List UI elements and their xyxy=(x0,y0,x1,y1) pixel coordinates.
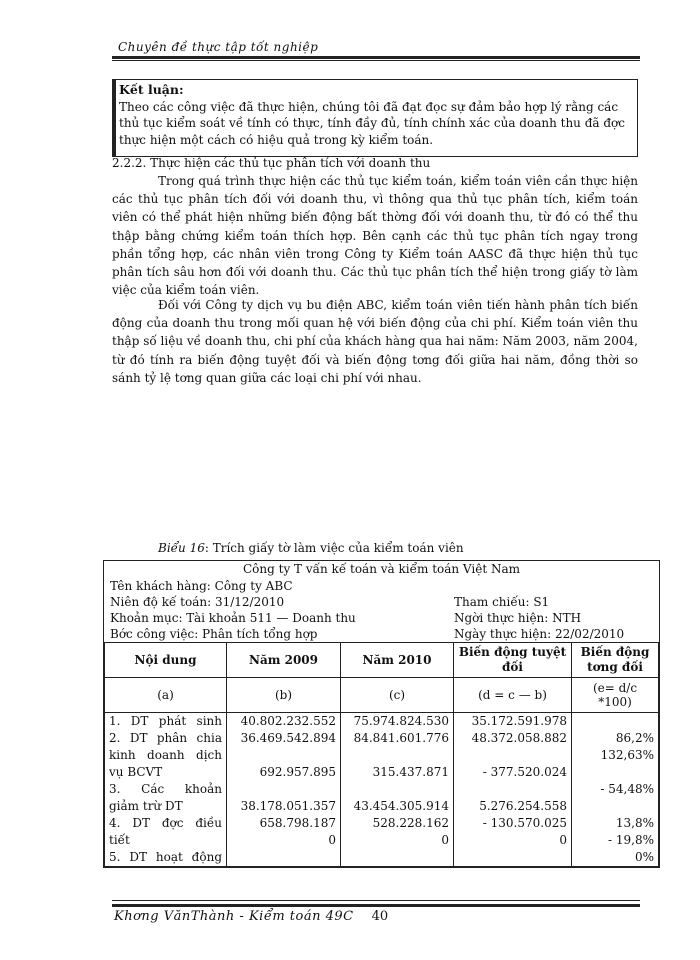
section-heading: 2.2.2. Thực hiện các thủ tục phân tích với doanh thu xyxy=(112,156,431,170)
header-rule-thick xyxy=(112,56,640,59)
code-e: (e= d/c *100) xyxy=(572,678,659,713)
value-cell: 658.798.187 xyxy=(259,816,336,830)
code-row xyxy=(105,678,659,713)
ws-performer: Ngời thực hiện: NTH xyxy=(454,611,582,625)
item-line: kinh doanh dịch xyxy=(109,748,222,762)
value-cell xyxy=(231,781,336,798)
table-caption xyxy=(158,541,464,555)
footer-rule-thin xyxy=(112,900,640,901)
header-row xyxy=(105,643,659,678)
value-cell: 315.437.871 xyxy=(372,765,449,779)
value-cell: 132,63% xyxy=(600,748,654,762)
code-d: (d = c — b) xyxy=(454,678,572,713)
conclusion-box xyxy=(112,79,638,157)
col-relative-values xyxy=(572,713,659,867)
value-cell xyxy=(345,781,449,798)
col-header-2010: Năm 2010 xyxy=(341,643,454,678)
value-cell: 86,2% xyxy=(615,731,654,745)
item-line: 3. Các khoản xyxy=(109,782,222,796)
ws-date: Ngày thực hiện: 22/02/2010 xyxy=(454,627,625,641)
value-cell: 5.276.254.558 xyxy=(479,799,567,813)
value-cell: 0% xyxy=(634,850,654,864)
value-cell xyxy=(345,849,449,866)
items-column xyxy=(105,713,227,867)
header-title: Chuyên đề thực tập tốt nghiệp xyxy=(118,40,319,54)
value-cell: 13,8% xyxy=(615,816,654,830)
footer-author: Khơng VănThành - Kiểm toán 49C xyxy=(114,909,354,924)
ws-reference: Tham chiếu: S1 xyxy=(454,595,550,609)
value-cell: 48.372.058.882 xyxy=(471,731,567,745)
col-2009-values xyxy=(227,713,341,867)
body-row xyxy=(105,713,659,867)
value-cell: 528.228.162 xyxy=(372,816,449,830)
value-cell: 43.454.305.914 xyxy=(353,799,449,813)
paragraph-1 xyxy=(112,172,638,299)
ws-step: Bớc công việc: Phân tích tổng hợp xyxy=(110,627,318,641)
value-cell: - 19,8% xyxy=(608,833,654,847)
footer-rule-thick xyxy=(112,904,640,907)
ws-period: Niên độ kế toán: 31/12/2010 xyxy=(110,595,285,609)
caption-label: Biểu 16 xyxy=(158,541,205,555)
item-line: vụ BCVT xyxy=(109,765,163,779)
item-line: tiết xyxy=(109,833,130,847)
value-cell: 84.841.601.776 xyxy=(353,731,449,745)
value-cell: 36.469.542.894 xyxy=(240,731,336,745)
value-cell: 35.172.591.978 xyxy=(471,714,567,728)
item-line: 2. DT phân chia xyxy=(109,731,222,745)
item-line: 4. DT đợc điều xyxy=(109,816,222,830)
ws-client: Tên khách hàng: Công ty ABC xyxy=(110,579,293,593)
value-cell: 75.974.824.530 xyxy=(353,714,449,728)
item-line: giảm trừ DT xyxy=(109,799,183,813)
item-line: 1. DT phát sinh xyxy=(109,714,222,728)
value-cell xyxy=(576,798,654,815)
value-cell: 0 xyxy=(441,833,449,847)
value-cell: - 130.570.025 xyxy=(482,816,567,830)
col-header-absolute: Biến động tuyệt đối xyxy=(454,643,572,678)
header-rule-thin xyxy=(112,60,640,61)
value-cell xyxy=(231,849,336,866)
paragraph-2-text: Đối với Công ty dịch vụ bu điện ABC, kiểm toán viên tiến hành phân tích biến động của doanh thu trong mối quan hệ với biến động của chi phí. Kiểm toán viên thu thập số liệu về doanh thu, chi phí của khách hàng qua hai năm: Năm 2003, năm 2004, từ đó tính ra biến động tuyệt đối và biến động tơng đối giữa hai năm, đồng thời so sánh tỷ lệ tơng quan giữa các loại chi phí với nhau. xyxy=(112,298,638,385)
value-cell xyxy=(231,747,336,764)
value-cell: - 54,48% xyxy=(600,782,654,796)
col-header-content: Nội dung xyxy=(105,643,227,678)
page-number: 40 xyxy=(371,909,389,924)
item-line: 5. DT hoạt động xyxy=(109,850,222,864)
value-cell: - 377.520.024 xyxy=(482,765,567,779)
code-b: (b) xyxy=(227,678,341,713)
ws-account: Khoản mục: Tài khoản 511 — Doanh thu xyxy=(110,611,356,625)
value-cell: 0 xyxy=(559,833,567,847)
footer xyxy=(114,909,388,924)
value-cell xyxy=(345,747,449,764)
analysis-table xyxy=(104,642,659,867)
ws-company: Công ty T vấn kế toán và kiểm toán Việt Nam xyxy=(243,562,520,576)
code-a: (a) xyxy=(105,678,227,713)
caption-text: : Trích giấy tờ làm việc của kiểm toán viên xyxy=(204,541,464,555)
value-cell xyxy=(458,781,567,798)
value-cell xyxy=(576,764,654,781)
value-cell xyxy=(458,747,567,764)
value-cell: 0 xyxy=(328,833,336,847)
col-2010-values xyxy=(341,713,454,867)
col-header-relative: Biến động tơng đối xyxy=(572,643,659,678)
paragraph-2 xyxy=(112,296,638,387)
conclusion-title: Kết luận: xyxy=(119,82,184,97)
working-paper xyxy=(103,560,660,868)
value-cell: 38.178.051.357 xyxy=(240,799,336,813)
code-c: (c) xyxy=(341,678,454,713)
value-cell xyxy=(458,849,567,866)
value-cell: 40.802.232.552 xyxy=(240,714,336,728)
col-absolute-values xyxy=(454,713,572,867)
conclusion-text: Theo các công việc đã thực hiện, chúng tôi đã đạt đọc sự đảm bảo hợp lý rằng các thủ tục kiểm soát về tính có thực, tính đầy đủ, tính chính xác của doanh thu đã đợc thực hiện một cách có hiệu quả trong kỳ kiểm toán. xyxy=(119,99,626,147)
value-cell xyxy=(576,713,654,730)
col-header-2009: Năm 2009 xyxy=(227,643,341,678)
conclusion-bar xyxy=(112,79,116,157)
value-cell: 692.957.895 xyxy=(259,765,336,779)
paragraph-1-text: Trong quá trình thực hiện các thủ tục kiểm toán, kiểm toán viên cần thực hiện các thủ tục phân tích đối với doanh thu, vì thông qua thủ tục phân tích, kiểm toán viên có thể phát hiện những biến động bất thờng đối với doanh thu, từ đó có thể thu thập bằng chứng kiểm toán thích hợp. Bên cạnh các thủ tục phân tích ngay trong phần tổng hợp, các nhân viên trong Công ty Kiểm toán AASC đã thực hiện thủ tục phân tích sâu hơn đối với doanh thu. Các thủ tục phân tích thể hiện trong giấy tờ làm việc của kiểm toán viên. xyxy=(112,174,638,298)
